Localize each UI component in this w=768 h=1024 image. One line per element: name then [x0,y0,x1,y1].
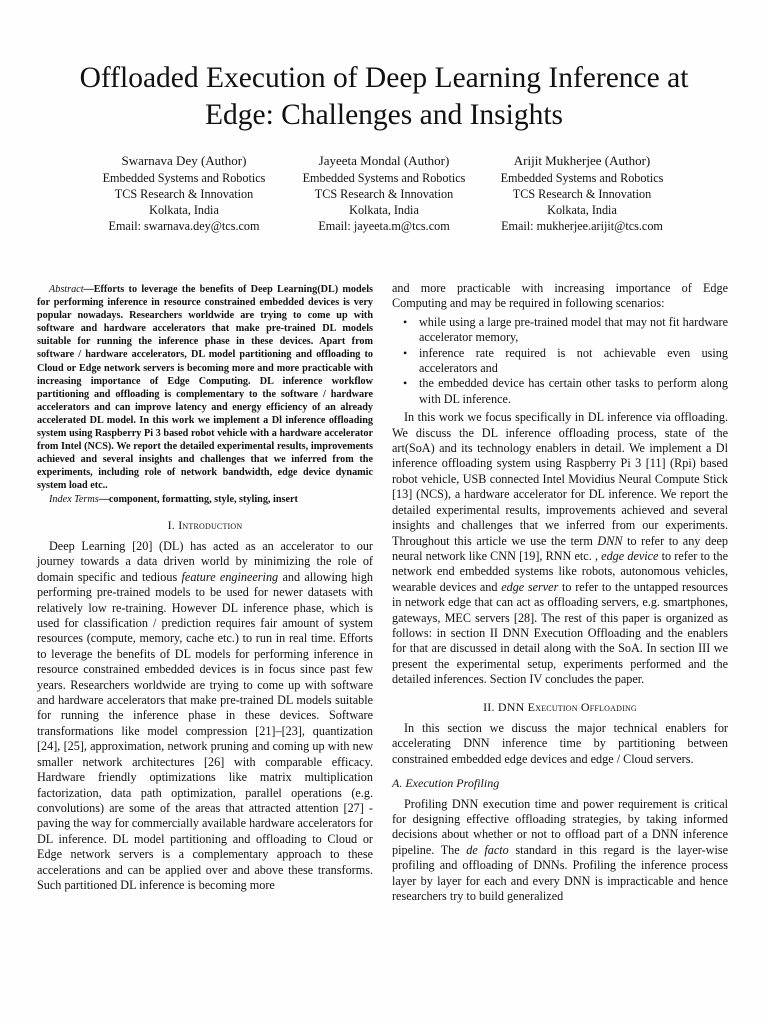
body-text: standard in this regard is the layer-wise profiling and offloading of DNNs. Profiling the inference process layer by layer for each and every DNN is impracticable and hence researchers try to build generalized [392,842,728,904]
list-item-text: the embedded device has certain other tasks to perform along with DL inference. [419,376,728,406]
author-name: Arijit Mukherjee (Author) [513,153,651,168]
subsection-heading-execution-profiling: A. Execution Profiling [392,776,500,791]
author-location: Kolkata, India [349,203,419,217]
list-item [392,376,728,407]
author-3 [467,152,697,234]
author-email: Email: swarnava.dey@tcs.com [108,219,260,233]
paper-title [40,60,728,134]
author-name: Swarnava Dey (Author) [121,153,247,168]
left-column [37,283,373,893]
section2-paragraph-1: In this section we discuss the major technical enablers for accelerating DNN inference time by partitioning between constrained embedded edge devices and edge / Cloud servers. [392,720,728,766]
list-item-text: inference rate required is not achievable even using accelerators and [419,345,728,376]
intro-emphasis: edge device [601,548,659,563]
intro-emphasis: feature engineering [181,569,279,584]
author-name: Jayeeta Mondal (Author) [318,153,450,168]
section-heading-introduction: I. Introduction [167,517,243,532]
section2-paragraph-2 [392,797,728,905]
intro-text: to refer to the untapped resources in network edge that can act as offloading servers, e.g. smartphones, gateways, MEC servers [28]. The rest of this paper is organized as follows: in section II DNN Execution Offloading and the enablers for that are discussed in detail along with the SoA. In section III we present the experimental setup, experiments performed and the detailed inferences. Section IV concludes the paper. [392,579,728,687]
abstract [37,283,373,493]
index-terms-lead: Index Terms [49,493,99,505]
intro-paragraph-1-continued: and more practicable with increasing importance of Edge Computing and may be required in following scenarios: [392,281,728,311]
index-terms-text: —component, formatting, style, styling, insert [98,493,298,505]
bullet-icon: • [403,345,408,360]
intro-emphasis: DNN [597,533,623,548]
author-org: TCS Research & Innovation [512,187,652,201]
bullet-icon: • [403,314,408,329]
section-heading-dnn-offloading: II. DNN Execution Offloading [483,699,637,714]
index-terms [37,493,373,506]
title-line-1: Offloaded Execution of Deep Learning Inference at [79,62,689,94]
list-item-text: while using a large pre-trained model that may not fit hardware accelerator memory, [419,314,728,345]
body-emphasis: de facto [466,842,509,857]
author-2 [269,152,499,234]
author-org: TCS Research & Innovation [314,187,454,201]
intro-text: and allowing high performing pre-trained models to be used for newer datasets with relatively low re-training. However DL inference phase, which is used for classification / prediction requires fair amount of system resources (compute, memory, cache etc.) to run in real time. Efforts to leverage the benefits of DL models for performing inference in resource constrained embedded devices is in focus since past few years. Researchers worldwide are trying to come up with software and hardware accelerators that make pre-trained DL models suitable for running the inference phase in these devices. Software transformations like model compression [21]–[23], quantization [24], [25], approximation, network pruning and coming up with new smaller network architectures [26] with comparable efficacy. Hardware friendly optimizations like matrix multiplication factorization, data path optimization, parallel operations (e.g. convolutions) are some of the areas that attracted attention [27] - paving the way for commercially available hardware accelerators for DL inference. DL model partitioning and offloading to Cloud or Edge network servers is a complementary approach to these accelerations and can be applied over and above these transforms. Such partitioned DL inference is becoming more [37,569,374,892]
intro-paragraph-2 [392,410,728,687]
body-text: Profiling DNN execution time and power requirement is critical for designing effective offloading strategies, by taking informed decisions about whether or not to offload part of a DNN inference pipeline. The [392,796,728,857]
author-location: Kolkata, India [149,203,219,217]
intro-emphasis: edge server [501,579,559,594]
author-email: Email: jayeeta.m@tcs.com [318,219,450,233]
title-line-2: Edge: Challenges and Insights [204,99,564,131]
abstract-lead: Abstract [49,284,84,295]
list-item [392,346,728,377]
intro-text: to refer to any deep neural network like CNN [19], RNN etc. , [392,533,728,563]
bullet-icon: • [403,376,408,391]
author-location: Kolkata, India [547,203,617,217]
author-org: TCS Research & Innovation [114,187,254,201]
author-dept: Embedded Systems and Robotics [102,171,266,185]
author-1 [69,152,299,234]
intro-paragraph-1 [37,539,373,893]
right-column [392,281,728,904]
intro-text: to refer to the network end embedded systems like robots, autonomous vehicles, wearable devices and [392,548,729,594]
abstract-text: —Efforts to leverage the benefits of Deep Learning(DL) models for performing inference in resource constrained embedded devices is very popular nowadays. Researchers worldwide are trying to come up with software and hardware accelerators that make pre-trained DL models suitable for running the inference phase in these devices. Apart from software / hardware accelerators, DL model partitioning and offloading to Cloud or Edge network servers is becoming more and more practicable with increasing importance of Edge Computing. DL inference workflow partitioning and offloading is complementary to the software / hardware accelerators and can improve latency and energy efficiency of an already accelerated DL model. In this work we implement a Dl inference offloading system using Raspberry Pi 3 based robot vehicle with a hardware accelerator from Intel (NCS). We report the detailed experimental results, improvements achieved and several insights and challenges that we inferred from the experiments, including role of network bandwidth, edge device dynamic system load etc.. [37,284,373,492]
list-item [392,315,728,346]
author-dept: Embedded Systems and Robotics [500,171,664,185]
author-dept: Embedded Systems and Robotics [302,171,466,185]
author-block [0,152,768,242]
author-email: Email: mukherjee.arijit@tcs.com [501,219,663,233]
intro-text: In this work we focus specifically in DL inference via offloading. We discuss the DL inference offloading process, state of the art(SoA) and its technology enablers in detail. We implement a Dl inference offloading system using Raspberry Pi 3 [11] (Rpi) based robot vehicle, USB connected Intel Movidius Neural Compute Stick [13] (NCS), a hardware accelerator for DL inference. We report the detailed experimental results, improvements achieved and several insights and challenges that we inferred from our experiments. Throughout this article we use the term [392,410,728,548]
intro-text: Deep Learning [20] (DL) has acted as an accelerator to our journey towards a data driven world by minimizing the role of domain specific and tedious [37,539,373,584]
scenario-list [392,315,728,407]
